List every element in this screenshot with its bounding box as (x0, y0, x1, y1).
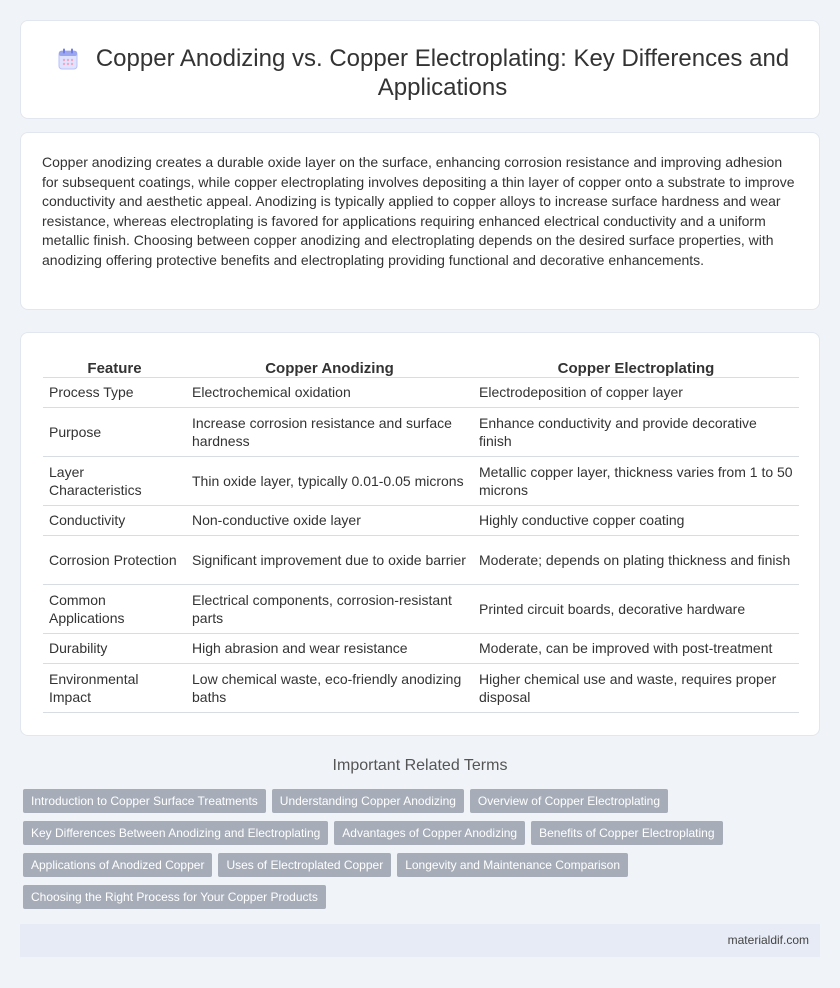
tag-applications-anodized[interactable]: Applications of Anodized Copper (23, 853, 212, 877)
table-cell: Significant improvement due to oxide barrier (186, 535, 473, 584)
table-cell: Electrochemical oxidation (186, 377, 473, 407)
page-title: Copper Anodizing vs. Copper Electroplating: Key Differences and Applications (95, 45, 790, 101)
comparison-table (43, 353, 799, 713)
table-cell: Enhance conductivity and provide decorative finish (473, 407, 799, 456)
table-cell: Corrosion Protection (43, 535, 186, 584)
table-cell: Highly conductive copper coating (473, 505, 799, 535)
table-cell: Durability (43, 633, 186, 663)
table-row (43, 505, 799, 535)
tag-understanding-anodizing[interactable]: Understanding Copper Anodizing (272, 789, 464, 813)
tag-key-differences[interactable]: Key Differences Between Anodizing and Electroplating (23, 821, 328, 845)
table-cell: Metallic copper layer, thickness varies from 1 to 50 microns (473, 456, 799, 505)
footer-site-link[interactable]: materialdif.com (727, 933, 809, 947)
table-cell: Non-conductive oxide layer (186, 505, 473, 535)
tag-intro-surface-treatments[interactable]: Introduction to Copper Surface Treatments (23, 789, 266, 813)
table-cell: Environmental Impact (43, 663, 186, 712)
column-header-anodizing: Copper Anodizing (186, 353, 473, 377)
intro-paragraph: Copper anodizing creates a durable oxide layer on the surface, enhancing corrosion resistance and improving adhesion for subsequent coatings, while copper electroplating involves depositing a thin layer of copper onto a substrate to improve conductivity and aesthetic appeal. Anodizing is typically applied to copper alloys to increase surface hardness and wear resistance, whereas electroplating is favored for applications requiring enhanced electrical conductivity and a uniform metallic finish. Choosing between copper anodizing and electroplating depends on the desired surface properties, with anodizing offering protective benefits and electroplating providing functional and decorative enhancements. (42, 154, 795, 268)
table-row (43, 535, 799, 584)
table-row (43, 633, 799, 663)
table-cell: Increase corrosion resistance and surface hardness (186, 407, 473, 456)
table-cell: Common Applications (43, 584, 186, 633)
tag-row (23, 821, 813, 845)
table-cell: Process Type (43, 377, 186, 407)
table-cell: Electrodeposition of copper layer (473, 377, 799, 407)
table-row (43, 584, 799, 633)
tag-overview-electroplating[interactable]: Overview of Copper Electroplating (470, 789, 668, 813)
table-header-row (43, 353, 799, 377)
related-terms-heading: Important Related Terms (332, 757, 508, 774)
table-cell: Electrical components, corrosion-resistant parts (186, 584, 473, 633)
table-row (43, 407, 799, 456)
table-row (43, 663, 799, 712)
table-cell: Purpose (43, 407, 186, 456)
column-header-feature: Feature (43, 353, 186, 377)
comparison-table-card (20, 332, 820, 736)
tag-advantages-anodizing[interactable]: Advantages of Copper Anodizing (334, 821, 525, 845)
tag-longevity-maintenance[interactable]: Longevity and Maintenance Comparison (397, 853, 628, 877)
tag-benefits-electroplating[interactable]: Benefits of Copper Electroplating (531, 821, 722, 845)
tag-row (23, 853, 813, 877)
table-cell: Thin oxide layer, typically 0.01-0.05 microns (186, 456, 473, 505)
table-cell: High abrasion and wear resistance (186, 633, 473, 663)
tag-choosing-process[interactable]: Choosing the Right Process for Your Copper Products (23, 885, 326, 909)
table-row (43, 377, 799, 407)
column-header-electroplating: Copper Electroplating (473, 353, 799, 377)
title-card (20, 20, 820, 119)
table-cell: Printed circuit boards, decorative hardware (473, 584, 799, 633)
table-cell: Conductivity (43, 505, 186, 535)
table-cell: Layer Characteristics (43, 456, 186, 505)
table-cell: Higher chemical use and waste, requires proper disposal (473, 663, 799, 712)
related-terms-list (23, 789, 813, 917)
tag-uses-electroplated[interactable]: Uses of Electroplated Copper (218, 853, 391, 877)
tag-row (23, 789, 813, 813)
table-cell: Moderate; depends on plating thickness and finish (473, 535, 799, 584)
tag-row (23, 885, 813, 909)
table-cell: Low chemical waste, eco-friendly anodizing baths (186, 663, 473, 712)
footer (20, 924, 820, 957)
table-row (43, 456, 799, 505)
table-cell: Moderate, can be improved with post-treatment (473, 633, 799, 663)
intro-card (20, 132, 820, 310)
